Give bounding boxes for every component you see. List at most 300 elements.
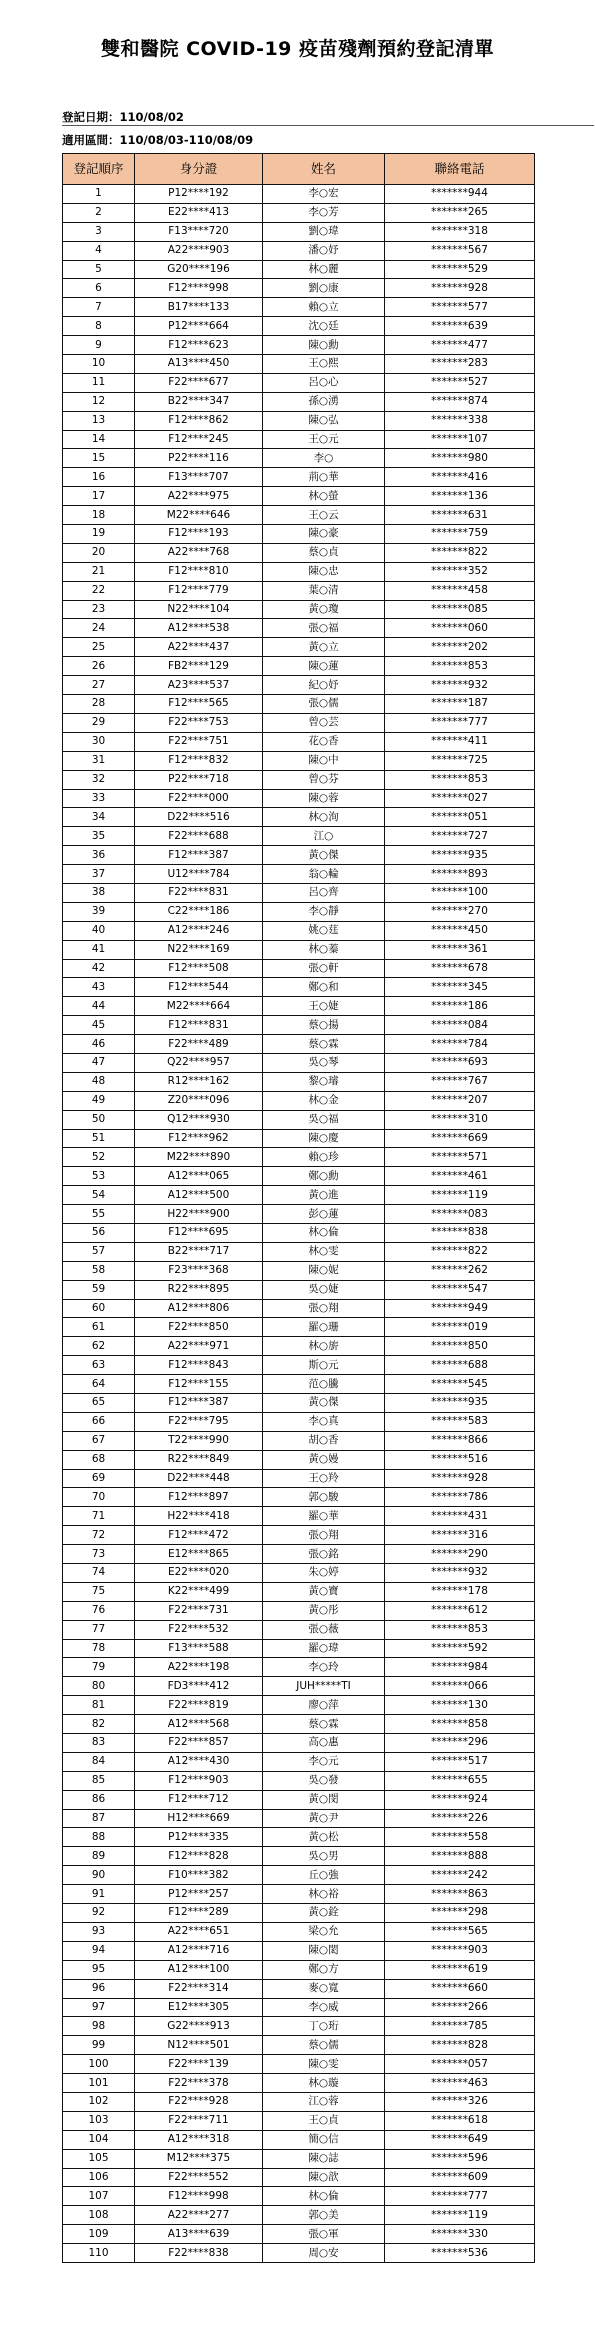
cell-order: 20 (63, 543, 135, 562)
cell-id-number: H22****900 (135, 1205, 263, 1224)
cell-id-number: A22****277 (135, 2206, 263, 2225)
cell-phone: *******226 (385, 1809, 535, 1828)
cell-phone: *******186 (385, 997, 535, 1016)
cell-order: 98 (63, 2017, 135, 2036)
cell-phone: *******084 (385, 1016, 535, 1035)
cell-name: 林○麗 (263, 260, 385, 279)
cell-phone: *******567 (385, 241, 535, 260)
table-row (63, 1035, 535, 1054)
cell-name: 紀○妤 (263, 676, 385, 695)
cell-order: 95 (63, 1960, 135, 1979)
registration-date: 登記日期：110/08/02 (62, 110, 184, 124)
cell-phone: *******051 (385, 808, 535, 827)
cell-name: 曾○芬 (263, 770, 385, 789)
cell-id-number: E12****865 (135, 1545, 263, 1564)
document-title: 雙和醫院 COVID-19 疫苗殘劑預約登記清單 (100, 38, 495, 60)
cell-name: 黃○尹 (263, 1809, 385, 1828)
header-order: 登記順序 (63, 154, 135, 185)
cell-phone: *******828 (385, 2036, 535, 2055)
table-row (63, 846, 535, 865)
table-row (63, 1734, 535, 1753)
cell-id-number: F12****779 (135, 581, 263, 600)
cell-id-number: A12****246 (135, 921, 263, 940)
cell-order: 21 (63, 562, 135, 581)
cell-order: 39 (63, 902, 135, 921)
cell-phone: *******858 (385, 1715, 535, 1734)
cell-name: 潘○妤 (263, 241, 385, 260)
cell-order: 46 (63, 1035, 135, 1054)
table-row (63, 1412, 535, 1431)
cell-id-number: FD3****412 (135, 1677, 263, 1696)
table-row (63, 657, 535, 676)
cell-phone: *******296 (385, 1734, 535, 1753)
table-row (63, 1620, 535, 1639)
cell-id-number: F12****387 (135, 846, 263, 865)
cell-name: 黃○松 (263, 1828, 385, 1847)
cell-phone: *******545 (385, 1375, 535, 1394)
cell-phone: *******266 (385, 1998, 535, 2017)
table-row (63, 1318, 535, 1337)
cell-phone: *******980 (385, 449, 535, 468)
cell-phone: *******565 (385, 1922, 535, 1941)
table-row (63, 1337, 535, 1356)
cell-name: 呂○齊 (263, 883, 385, 902)
cell-order: 6 (63, 279, 135, 298)
table-row (63, 2244, 535, 2263)
cell-order: 96 (63, 1979, 135, 1998)
cell-id-number: U12****784 (135, 865, 263, 884)
cell-order: 65 (63, 1394, 135, 1413)
cell-order: 90 (63, 1866, 135, 1885)
cell-order: 108 (63, 2206, 135, 2225)
table-row (63, 1280, 535, 1299)
cell-id-number: F12****862 (135, 411, 263, 430)
cell-id-number: P22****116 (135, 449, 263, 468)
cell-name: 羅○華 (263, 1507, 385, 1526)
table-row (63, 827, 535, 846)
table-row (63, 1998, 535, 2017)
cell-name: 林○螢 (263, 487, 385, 506)
cell-phone: *******784 (385, 1035, 535, 1054)
cell-name: 張○銘 (263, 1545, 385, 1564)
cell-phone: *******202 (385, 638, 535, 657)
cell-id-number: A22****437 (135, 638, 263, 657)
table-row (63, 1356, 535, 1375)
cell-phone: *******130 (385, 1696, 535, 1715)
cell-id-number: M22****664 (135, 997, 263, 1016)
cell-id-number: A12****538 (135, 619, 263, 638)
cell-id-number: F22****489 (135, 1035, 263, 1054)
cell-order: 89 (63, 1847, 135, 1866)
cell-order: 63 (63, 1356, 135, 1375)
cell-phone: *******631 (385, 506, 535, 525)
cell-phone: *******431 (385, 1507, 535, 1526)
cell-order: 58 (63, 1261, 135, 1280)
table-row (63, 185, 535, 204)
cell-order: 76 (63, 1601, 135, 1620)
cell-name: 鄭○勳 (263, 1167, 385, 1186)
cell-phone: *******316 (385, 1526, 535, 1545)
cell-name: 黎○璿 (263, 1072, 385, 1091)
cell-name: 王○羚 (263, 1469, 385, 1488)
cell-order: 13 (63, 411, 135, 430)
cell-name: 李○宏 (263, 185, 385, 204)
cell-phone: *******083 (385, 1205, 535, 1224)
cell-phone: *******527 (385, 373, 535, 392)
table-row (63, 241, 535, 260)
cell-order: 72 (63, 1526, 135, 1545)
cell-id-number: F12****810 (135, 562, 263, 581)
cell-name: 林○裕 (263, 1885, 385, 1904)
cell-name: 陳○蓮 (263, 657, 385, 676)
cell-id-number: B22****717 (135, 1242, 263, 1261)
cell-name: 胡○香 (263, 1431, 385, 1450)
cell-phone: *******822 (385, 1242, 535, 1261)
cell-phone: *******107 (385, 430, 535, 449)
cell-phone: *******888 (385, 1847, 535, 1866)
cell-order: 61 (63, 1318, 135, 1337)
cell-name: 呂○心 (263, 373, 385, 392)
cell-id-number: F12****565 (135, 695, 263, 714)
table-row (63, 1904, 535, 1923)
cell-name: 李○威 (263, 1998, 385, 2017)
table-row (63, 1809, 535, 1828)
table-row (63, 1186, 535, 1205)
table-row (63, 1242, 535, 1261)
cell-id-number: P12****257 (135, 1885, 263, 1904)
cell-phone: *******949 (385, 1299, 535, 1318)
cell-name: 賴○珍 (263, 1148, 385, 1167)
cell-id-number: F22****795 (135, 1412, 263, 1431)
table-row (63, 1223, 535, 1242)
table-row (63, 1790, 535, 1809)
cell-phone: *******265 (385, 203, 535, 222)
cell-order: 16 (63, 468, 135, 487)
table-row (63, 1941, 535, 1960)
cell-phone: *******874 (385, 392, 535, 411)
cell-order: 101 (63, 2074, 135, 2093)
cell-name: 張○薇 (263, 1620, 385, 1639)
cell-id-number: F13****707 (135, 468, 263, 487)
table-row (63, 808, 535, 827)
cell-order: 105 (63, 2149, 135, 2168)
table-row (63, 789, 535, 808)
cell-phone: *******361 (385, 940, 535, 959)
table-row (63, 2017, 535, 2036)
cell-phone: *******935 (385, 846, 535, 865)
cell-order: 94 (63, 1941, 135, 1960)
cell-id-number: R22****849 (135, 1450, 263, 1469)
header-id-number: 身分證 (135, 154, 263, 185)
cell-id-number: F12****843 (135, 1356, 263, 1375)
cell-order: 84 (63, 1752, 135, 1771)
cell-id-number: T22****990 (135, 1431, 263, 1450)
cell-order: 60 (63, 1299, 135, 1318)
cell-id-number: F12****832 (135, 751, 263, 770)
table-row (63, 2130, 535, 2149)
cell-id-number: F22****688 (135, 827, 263, 846)
table-row (63, 959, 535, 978)
cell-id-number: F12****544 (135, 978, 263, 997)
cell-phone: *******330 (385, 2225, 535, 2244)
table-row (63, 2036, 535, 2055)
cell-order: 107 (63, 2187, 135, 2206)
cell-id-number: F12****695 (135, 1223, 263, 1242)
cell-id-number: A22****768 (135, 543, 263, 562)
table-row (63, 1526, 535, 1545)
cell-name: 吳○福 (263, 1110, 385, 1129)
cell-id-number: FB2****129 (135, 657, 263, 676)
cell-order: 69 (63, 1469, 135, 1488)
table-row (63, 1639, 535, 1658)
cell-id-number: F22****000 (135, 789, 263, 808)
cell-id-number: F12****155 (135, 1375, 263, 1394)
cell-name: 花○香 (263, 732, 385, 751)
cell-name: 陳○勳 (263, 336, 385, 355)
table-row (63, 865, 535, 884)
cell-phone: *******290 (385, 1545, 535, 1564)
cell-order: 7 (63, 298, 135, 317)
table-row (63, 2149, 535, 2168)
cell-order: 36 (63, 846, 135, 865)
cell-name: 陳○中 (263, 751, 385, 770)
cell-order: 93 (63, 1922, 135, 1941)
table-row (63, 1053, 535, 1072)
cell-phone: *******612 (385, 1601, 535, 1620)
cell-id-number: F12****712 (135, 1790, 263, 1809)
cell-phone: *******688 (385, 1356, 535, 1375)
cell-id-number: A22****198 (135, 1658, 263, 1677)
cell-phone: *******928 (385, 279, 535, 298)
cell-phone: *******136 (385, 487, 535, 506)
cell-name: 張○軒 (263, 959, 385, 978)
cell-phone: *******318 (385, 222, 535, 241)
cell-id-number: F10****382 (135, 1866, 263, 1885)
table-row (63, 581, 535, 600)
cell-id-number: P12****192 (135, 185, 263, 204)
cell-order: 99 (63, 2036, 135, 2055)
table-row (63, 2074, 535, 2093)
cell-name: 吳○發 (263, 1771, 385, 1790)
cell-id-number: F12****387 (135, 1394, 263, 1413)
table-row (63, 203, 535, 222)
cell-order: 47 (63, 1053, 135, 1072)
cell-id-number: F12****831 (135, 1016, 263, 1035)
table-row (63, 279, 535, 298)
cell-name: 翁○輪 (263, 865, 385, 884)
table-row (63, 487, 535, 506)
cell-id-number: F22****819 (135, 1696, 263, 1715)
cell-order: 103 (63, 2111, 135, 2130)
cell-name: 李○真 (263, 1412, 385, 1431)
cell-id-number: N12****501 (135, 2036, 263, 2055)
cell-id-number: A13****450 (135, 355, 263, 374)
cell-name: 林○璇 (263, 2074, 385, 2093)
table-row (63, 1715, 535, 1734)
cell-order: 23 (63, 600, 135, 619)
cell-name: 蔡○揚 (263, 1016, 385, 1035)
cell-phone: *******649 (385, 2130, 535, 2149)
cell-id-number: M22****646 (135, 506, 263, 525)
cell-name: 丘○強 (263, 1866, 385, 1885)
cell-name: JUH*****TI (263, 1677, 385, 1696)
cell-order: 45 (63, 1016, 135, 1035)
table-row (63, 2225, 535, 2244)
cell-phone: *******536 (385, 2244, 535, 2263)
cell-name: 陳○蓉 (263, 789, 385, 808)
cell-id-number: A22****903 (135, 241, 263, 260)
registration-table (62, 153, 535, 2263)
table-row (63, 1016, 535, 1035)
cell-order: 48 (63, 1072, 135, 1091)
table-row (63, 1601, 535, 1620)
table-row (63, 1431, 535, 1450)
cell-order: 77 (63, 1620, 135, 1639)
cell-name: 張○福 (263, 619, 385, 638)
cell-name: 林○洵 (263, 808, 385, 827)
cell-id-number: A12****318 (135, 2130, 263, 2149)
cell-name: 羅○珊 (263, 1318, 385, 1337)
cell-name: 劉○瑋 (263, 222, 385, 241)
cell-phone: *******577 (385, 298, 535, 317)
cell-id-number: F12****998 (135, 279, 263, 298)
cell-name: 陳○雯 (263, 2055, 385, 2074)
cell-phone: *******944 (385, 185, 535, 204)
cell-id-number: A12****716 (135, 1941, 263, 1960)
cell-phone: *******618 (385, 2111, 535, 2130)
cell-order: 59 (63, 1280, 135, 1299)
cell-id-number: P12****335 (135, 1828, 263, 1847)
cell-name: 蔡○儒 (263, 2036, 385, 2055)
cell-id-number: F22****711 (135, 2111, 263, 2130)
cell-order: 62 (63, 1337, 135, 1356)
table-row (63, 562, 535, 581)
cell-id-number: H12****669 (135, 1809, 263, 1828)
cell-id-number: F12****193 (135, 525, 263, 544)
cell-order: 33 (63, 789, 135, 808)
table-row (63, 2055, 535, 2074)
header-name: 姓名 (263, 154, 385, 185)
cell-phone: *******298 (385, 1904, 535, 1923)
cell-name: 蔡○霖 (263, 1715, 385, 1734)
cell-id-number: P12****664 (135, 317, 263, 336)
cell-id-number: F22****314 (135, 1979, 263, 1998)
cell-order: 109 (63, 2225, 135, 2244)
table-row (63, 2092, 535, 2111)
cell-name: 林○倫 (263, 1223, 385, 1242)
cell-phone: *******338 (385, 411, 535, 430)
cell-name: 麥○寬 (263, 1979, 385, 1998)
cell-phone: *******596 (385, 2149, 535, 2168)
cell-order: 30 (63, 732, 135, 751)
cell-id-number: M12****375 (135, 2149, 263, 2168)
cell-name: 黃○銓 (263, 1904, 385, 1923)
cell-name: 王○熙 (263, 355, 385, 374)
cell-order: 74 (63, 1564, 135, 1583)
cell-id-number: E22****413 (135, 203, 263, 222)
cell-id-number: D22****448 (135, 1469, 263, 1488)
cell-id-number: P22****718 (135, 770, 263, 789)
table-body (63, 185, 535, 2263)
cell-order: 70 (63, 1488, 135, 1507)
cell-phone: *******785 (385, 2017, 535, 2036)
cell-id-number: F22****857 (135, 1734, 263, 1753)
cell-phone: *******619 (385, 1960, 535, 1979)
table-row (63, 336, 535, 355)
cell-name: 林○金 (263, 1091, 385, 1110)
cell-name: 葉○清 (263, 581, 385, 600)
cell-name: 簡○信 (263, 2130, 385, 2149)
table-row (63, 1885, 535, 1904)
cell-order: 110 (63, 2244, 135, 2263)
cell-name: 廖○萍 (263, 1696, 385, 1715)
cell-phone: *******558 (385, 1828, 535, 1847)
table-row (63, 2168, 535, 2187)
cell-id-number: F12****508 (135, 959, 263, 978)
table-row (63, 713, 535, 732)
cell-order: 24 (63, 619, 135, 638)
table-row (63, 506, 535, 525)
cell-order: 71 (63, 1507, 135, 1526)
table-row (63, 676, 535, 695)
cell-phone: *******583 (385, 1412, 535, 1431)
cell-name: 李○玲 (263, 1658, 385, 1677)
cell-name: 陳○忠 (263, 562, 385, 581)
table-row (63, 978, 535, 997)
cell-phone: *******119 (385, 2206, 535, 2225)
cell-order: 80 (63, 1677, 135, 1696)
cell-phone: *******547 (385, 1280, 535, 1299)
cell-id-number: E22****020 (135, 1564, 263, 1583)
table-row (63, 997, 535, 1016)
cell-order: 52 (63, 1148, 135, 1167)
cell-name: 范○騰 (263, 1375, 385, 1394)
cell-id-number: F22****731 (135, 1601, 263, 1620)
cell-phone: *******984 (385, 1658, 535, 1677)
table-row (63, 1582, 535, 1601)
cell-name: 高○惠 (263, 1734, 385, 1753)
cell-order: 57 (63, 1242, 135, 1261)
table-row (63, 1261, 535, 1280)
table-row (63, 2187, 535, 2206)
cell-order: 106 (63, 2168, 135, 2187)
cell-phone: *******187 (385, 695, 535, 714)
cell-phone: *******850 (385, 1337, 535, 1356)
table-row (63, 1469, 535, 1488)
table-row (63, 468, 535, 487)
table-row (63, 355, 535, 374)
cell-phone: *******655 (385, 1771, 535, 1790)
cell-phone: *******450 (385, 921, 535, 940)
table-row (63, 940, 535, 959)
table-row (63, 770, 535, 789)
table-row (63, 411, 535, 430)
cell-phone: *******516 (385, 1450, 535, 1469)
table-row (63, 1564, 535, 1583)
cell-phone: *******242 (385, 1866, 535, 1885)
table-row (63, 1922, 535, 1941)
cell-name: 黃○寶 (263, 1582, 385, 1601)
cell-order: 14 (63, 430, 135, 449)
cell-id-number: D22****516 (135, 808, 263, 827)
cell-name: 陳○妮 (263, 1261, 385, 1280)
cell-phone: *******411 (385, 732, 535, 751)
cell-phone: *******903 (385, 1941, 535, 1960)
table-row (63, 1696, 535, 1715)
cell-name: 賴○立 (263, 298, 385, 317)
cell-name: 曾○芸 (263, 713, 385, 732)
cell-order: 29 (63, 713, 135, 732)
